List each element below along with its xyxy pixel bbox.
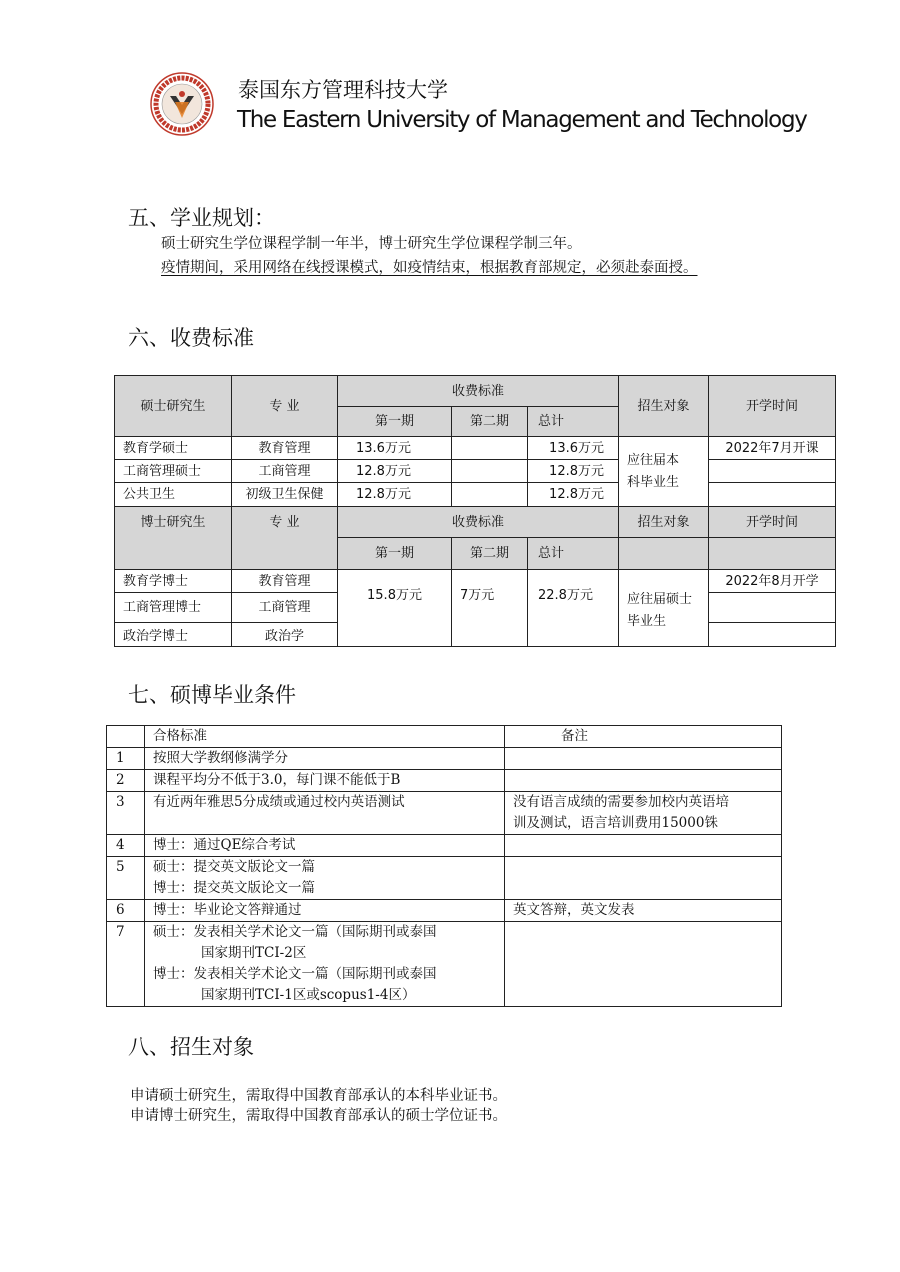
doctor-p2-header: 第二期 (452, 538, 528, 570)
graduation-table (106, 725, 782, 1007)
doctor-target (619, 570, 709, 647)
doctor-target-subheader (619, 538, 709, 570)
grad-row-no: 1 (107, 748, 145, 770)
doctor-fee-header: 收费标准 (338, 507, 619, 538)
grad-row-no: 6 (107, 900, 145, 922)
remark-line: 没有语言成绩的需要参加校内英语培 (513, 794, 729, 810)
grad-row-no: 7 (107, 922, 145, 1007)
section5-line2: 疫情期间，采用网络在线授课模式，如疫情结束，根据教育部规定，必须赴泰面授。 (161, 260, 698, 276)
grad-no-header (107, 726, 145, 748)
master-total-header: 总计 (528, 407, 619, 437)
standard-line: 硕士：提交英文版论文一篇 (153, 859, 315, 875)
master-major: 教育管理 (232, 437, 338, 460)
grad-row-remark (505, 922, 782, 1007)
doctor-program: 教育学博士 (115, 570, 232, 593)
doctor-p1: 15.8万元 (338, 570, 452, 647)
doctor-p2: 7万元 (452, 570, 528, 647)
master-target-line2: 科毕业生 (627, 474, 680, 490)
grad-row-no: 2 (107, 770, 145, 792)
standard-line: 硕士：发表相关学术论文一篇（国际期刊或泰国 (153, 924, 437, 940)
section7-title: 七、硕博毕业条件 (128, 683, 296, 707)
master-major-header: 专 业 (232, 376, 338, 437)
standard-line: 博士：发表相关学术论文一篇（国际期刊或泰国 (153, 966, 437, 982)
grad-row-remark: 英文答辩，英文发表 (505, 900, 782, 922)
remark-line: 训及测试，语言培训费用15000铢 (513, 815, 718, 831)
master-start: 2022年7月开课 (709, 437, 836, 460)
master-major: 工商管理 (232, 460, 338, 483)
doctor-p1-header: 第一期 (338, 538, 452, 570)
doctor-start: 2022年8月开学 (709, 570, 836, 593)
section5-line1: 硕士研究生学位课程学制一年半，博士研究生学位课程学制三年。 (161, 236, 582, 252)
grad-row-standard: 课程平均分不低于3.0，每门课不能低于B (145, 770, 505, 792)
master-p2 (452, 460, 528, 483)
section8-line1: 申请硕士研究生，需取得中国教育部承认的本科毕业证书。 (130, 1088, 507, 1104)
master-total: 12.8万元 (528, 460, 619, 483)
grad-row-standard: 博士：通过QE综合考试 (145, 835, 505, 857)
doctor-start-header: 开学时间 (709, 507, 836, 538)
university-logo (150, 72, 214, 136)
master-program: 公共卫生 (115, 483, 232, 507)
grad-row-remark (505, 792, 782, 835)
grad-row-remark (505, 857, 782, 900)
header-en-name: The Eastern University of Management and Technology (237, 107, 807, 133)
doctor-major-header: 专 业 (232, 507, 338, 570)
master-p2 (452, 437, 528, 460)
header-cn-name: 泰国东方管理科技大学 (238, 78, 448, 102)
grad-row-standard (145, 922, 505, 1007)
grad-row-remark (505, 835, 782, 857)
section8-line2: 申请博士研究生，需取得中国教育部承认的硕士学位证书。 (130, 1108, 507, 1124)
master-p1-header: 第一期 (338, 407, 452, 437)
grad-row-no: 5 (107, 857, 145, 900)
grad-row-standard (145, 857, 505, 900)
doctor-major: 教育管理 (232, 570, 338, 593)
grad-row-standard: 博士：毕业论文答辩通过 (145, 900, 505, 922)
doctor-target-line2: 毕业生 (627, 614, 667, 629)
doctor-program: 政治学博士 (115, 623, 232, 647)
doctor-start-empty (709, 623, 836, 647)
master-start-empty (709, 483, 836, 507)
master-p1: 12.8万元 (338, 460, 452, 483)
doctor-major: 工商管理 (232, 593, 338, 623)
master-major: 初级卫生保健 (232, 483, 338, 507)
master-p1: 12.8万元 (338, 483, 452, 507)
doctor-start-subheader (709, 538, 836, 570)
section6-title: 六、收费标准 (128, 326, 254, 350)
master-program: 教育学硕士 (115, 437, 232, 460)
master-p1: 13.6万元 (338, 437, 452, 460)
grad-row-no: 4 (107, 835, 145, 857)
section5-title: 五、学业规划： (128, 206, 275, 230)
master-program: 工商管理硕士 (115, 460, 232, 483)
doctor-total: 22.8万元 (528, 570, 619, 647)
master-total: 13.6万元 (528, 437, 619, 460)
master-start-header: 开学时间 (709, 376, 836, 437)
grad-row-no: 3 (107, 792, 145, 835)
doctor-program: 工商管理博士 (115, 593, 232, 623)
master-p2-header: 第二期 (452, 407, 528, 437)
standard-line: 博士：提交英文版论文一篇 (153, 880, 315, 896)
master-target (619, 437, 709, 507)
doctor-start-empty (709, 593, 836, 623)
doctor-major: 政治学 (232, 623, 338, 647)
grad-standard-header: 合格标准 (145, 726, 505, 748)
master-p2 (452, 483, 528, 507)
doctor-target-line1: 应往届硕士 (627, 592, 693, 607)
doctor-level-header: 博士研究生 (115, 507, 232, 570)
grad-row-standard: 按照大学教纲修满学分 (145, 748, 505, 770)
master-fee-header: 收费标准 (338, 376, 619, 407)
master-target-line1: 应往届本 (627, 452, 680, 468)
grad-row-remark (505, 748, 782, 770)
doctor-target-header: 招生对象 (619, 507, 709, 538)
grad-row-standard: 有近两年雅思5分成绩或通过校内英语测试 (145, 792, 505, 835)
standard-line: 国家期刊TCI-2区 (201, 945, 307, 961)
master-start-empty (709, 460, 836, 483)
fee-table (114, 375, 836, 647)
master-level-header: 硕士研究生 (115, 376, 232, 437)
section8-title: 八、招生对象 (128, 1035, 254, 1059)
master-target-header: 招生对象 (619, 376, 709, 437)
grad-row-remark (505, 770, 782, 792)
standard-line: 国家期刊TCI-1区或scopus1-4区） (201, 987, 416, 1003)
master-total: 12.8万元 (528, 483, 619, 507)
grad-remark-header: 备注 (505, 726, 782, 748)
doctor-total-header: 总计 (528, 538, 619, 570)
